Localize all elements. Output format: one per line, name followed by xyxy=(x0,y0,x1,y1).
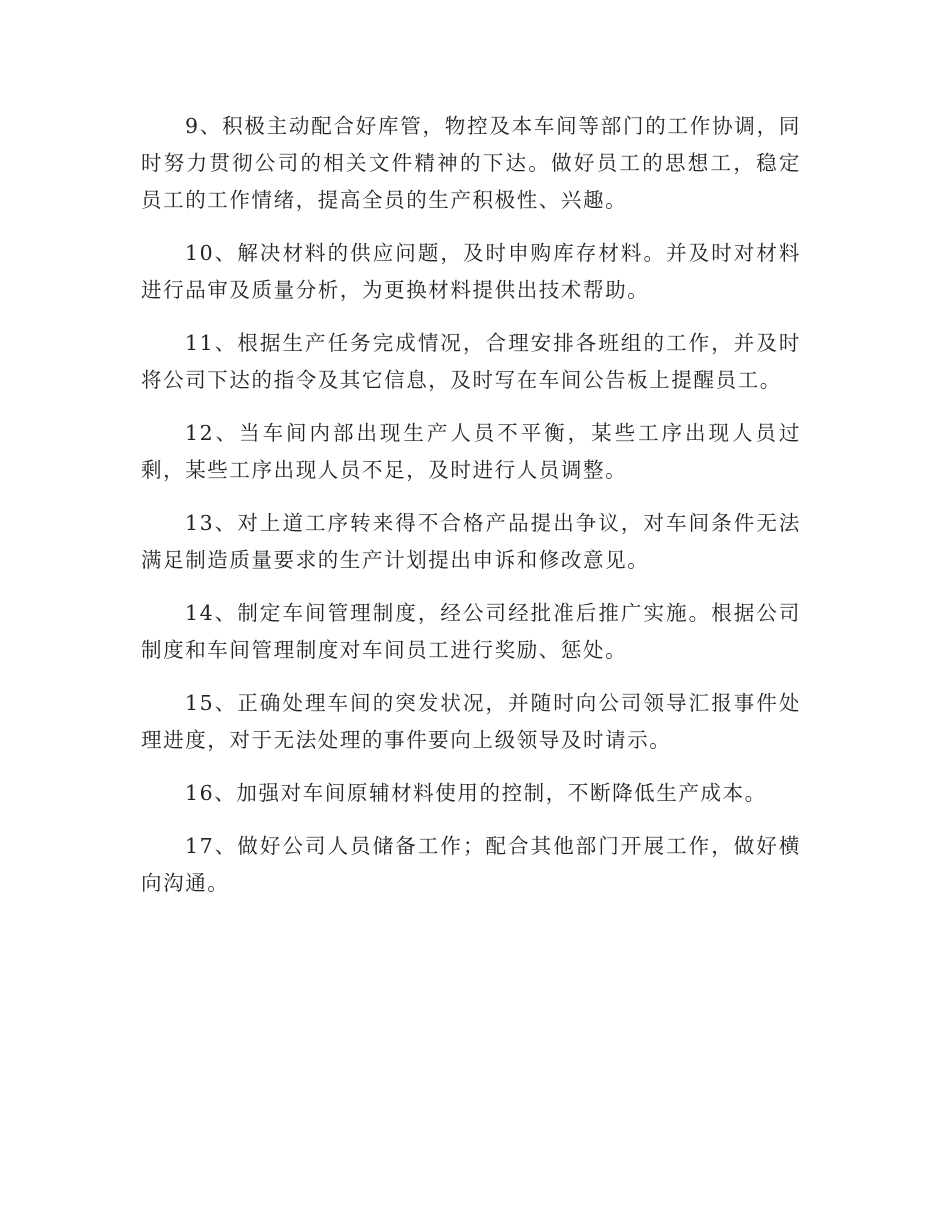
paragraph-item-13: 13、对上道工序转来得不合格产品提出争议，对车间条件无法满足制造质量要求的生产计划提出申诉和修改意见。 xyxy=(141,511,801,572)
paragraph-item-12: 12、当车间内部出现生产人员不平衡，某些工序出现人员过剩，某些工序出现人员不足，及时进行人员调整。 xyxy=(141,421,801,482)
paragraph-item-11: 11、根据生产任务完成情况，合理安排各班组的工作，并及时将公司下达的指令及其它信息，及时写在车间公告板上提醒员工。 xyxy=(141,331,801,392)
paragraph-item-9: 9、积极主动配合好库管，物控及本车间等部门的工作协调，同时努力贯彻公司的相关文件精神的下达。做好员工的思想工，稳定员工的工作情绪，提高全员的生产积极性、兴趣。 xyxy=(141,114,801,212)
document-body xyxy=(141,108,801,918)
paragraph-item-10: 10、解决材料的供应问题，及时申购库存材料。并及时对材料进行品审及质量分析，为更换材料提供出技术帮助。 xyxy=(141,241,801,302)
paragraph-item-14: 14、制定车间管理制度，经公司经批准后推广实施。根据公司制度和车间管理制度对车间员工进行奖励、惩处。 xyxy=(141,601,801,662)
paragraph-item-17: 17、做好公司人员储备工作；配合其他部门开展工作，做好横向沟通。 xyxy=(141,834,801,895)
paragraph-item-16: 16、加强对车间原辅材料使用的控制，不断降低生产成本。 xyxy=(185,781,767,805)
paragraph-item-15: 15、正确处理车间的突发状况，并随时向公司领导汇报事件处理进度，对于无法处理的事件要向上级领导及时请示。 xyxy=(141,691,801,752)
